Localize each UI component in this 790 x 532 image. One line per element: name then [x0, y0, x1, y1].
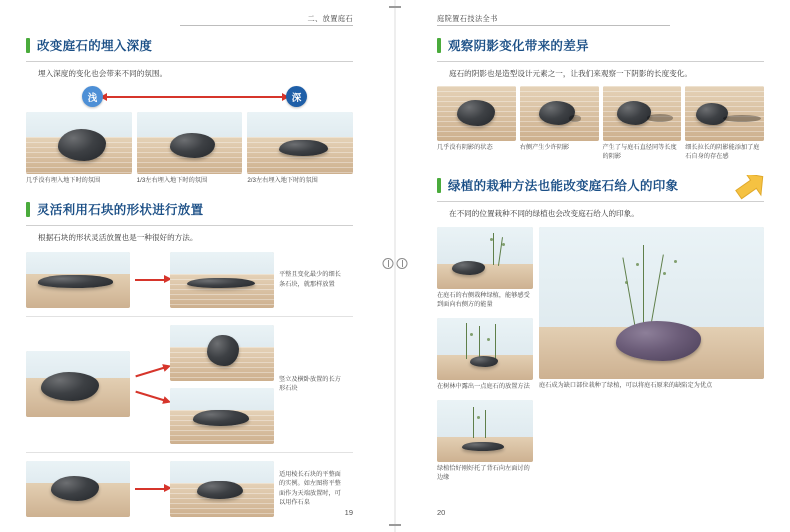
red-arrow-icon [135, 367, 164, 378]
depth-photo-row [26, 112, 353, 186]
stone-shape [539, 101, 575, 125]
stone-shape [197, 481, 243, 499]
stone-shape [207, 335, 238, 366]
photo-caption: 2/3左右埋入地下时的氛围 [247, 177, 318, 185]
fold-tick-bottom [389, 524, 401, 526]
right-running-head-rule [437, 25, 670, 26]
shape-note: 平整且变化最少的细长条石块，就那样放置 [279, 271, 341, 288]
section-shadow-title: 观察阴影变化带来的差异 [448, 39, 589, 53]
photo-long-stone-raw [26, 252, 130, 308]
left-running-head: 二、放置庭石 [307, 14, 353, 23]
plant-leaf-icon [490, 238, 493, 241]
branch-arrows [135, 371, 165, 397]
shadow-photo-item [603, 86, 682, 162]
stone-shape [38, 275, 113, 287]
left-page-content [26, 36, 353, 517]
right-page-content [437, 36, 764, 483]
section-accent-bar [437, 178, 441, 193]
stone-shape [58, 129, 107, 161]
depth-arrow [106, 96, 283, 98]
photo-depth-twothird [247, 112, 353, 174]
right-running-head: 庭院置石技法全书 [437, 14, 498, 23]
section-shape-lead: 根据石块的形状灵活放置也是一种很好的方法。 [38, 233, 198, 243]
stone-shape [452, 261, 485, 275]
stone-shape [617, 101, 652, 125]
stone-shape [279, 140, 328, 156]
fold-tick-top [389, 6, 401, 8]
stone-shape [41, 372, 99, 401]
section-planting-lead: 在不同的位置栽种不同的绿植也会改变庭石给人的印象。 [449, 209, 639, 219]
shape-note: 竖立及横卧放置的长方形石块 [279, 375, 341, 393]
right-folio: 20 [437, 508, 446, 517]
shape-divider [26, 316, 353, 317]
photo-caption: 右侧产生少许阴影 [519, 144, 570, 152]
stone-shape [170, 133, 214, 158]
section-depth-title: 改变庭石的埋入深度 [37, 39, 153, 53]
section-depth [26, 36, 353, 186]
photo-caption: 在树林中露出一点庭石的放置方法 [437, 382, 530, 390]
shadow-photo-item [437, 86, 516, 162]
cursor-arrow-icon [734, 175, 768, 201]
photo-shadow-none [437, 86, 516, 141]
stone-shape [187, 278, 256, 288]
depth-photo-item [137, 112, 243, 186]
photo-caption: 庭石成为缺口部位栽种了绿植，可以将庭石原来的缺陷定为优点 [539, 381, 713, 389]
stone-shape [616, 321, 702, 361]
section-planting-rule [437, 201, 764, 202]
photo-block-upright [170, 325, 274, 381]
planting-main-column [539, 227, 764, 483]
shape-result-photo-wrap [170, 252, 274, 308]
photo-plant-right-side [437, 227, 533, 289]
photo-angular-stone-raw [26, 461, 130, 517]
right-page [411, 0, 790, 532]
photo-block-lying [170, 388, 274, 444]
red-arrow-icon [135, 488, 165, 490]
shape-pair-row [26, 461, 353, 517]
photo-caption: 几乎没有阴影的状态 [437, 144, 493, 152]
red-arrow-icon [135, 279, 165, 281]
left-folio: 19 [344, 508, 353, 517]
photo-plant-in-grove [437, 318, 533, 380]
section-planting-title: 绿植的栽种方法也能改变庭石给人的印象 [448, 179, 679, 194]
section-shadow-lead: 庭石的阴影也是造型设计元素之一，让我们来观察一下阴影的长度变化。 [449, 69, 692, 78]
section-shadow-header [437, 36, 764, 54]
photo-caption: 1/3左右埋入地下时的氛围 [136, 177, 208, 185]
shape-source-photo-wrap [26, 252, 130, 308]
planting-left-column [437, 227, 533, 483]
stone-shape [696, 103, 728, 125]
plant-stem [493, 233, 494, 265]
page-gutter [379, 0, 411, 532]
photo-caption: 在庭石的右侧栽种绿植，能够感受到面向右侧方的能量 [437, 291, 530, 308]
section-accent-bar [26, 202, 30, 217]
photo-plant-main [539, 227, 764, 379]
shadow-patch [569, 115, 582, 122]
photo-shadow-slight [520, 86, 599, 141]
shadow-photo-item [685, 86, 764, 162]
red-arrow-icon [135, 391, 164, 402]
depth-photo-item [26, 112, 132, 186]
photo-block-stone-raw [26, 351, 130, 417]
photo-caption: 几乎没有埋入地下时的氛围 [26, 177, 101, 185]
photo-plant-edge [437, 400, 533, 462]
shape-result-stack [170, 325, 274, 444]
planting-photo-item [437, 400, 533, 483]
photo-caption: 细长拉长的阴影能添加了庭石自身的存在感 [685, 144, 760, 161]
photo-depth-shallow [26, 112, 132, 174]
planting-photo-item [437, 227, 533, 310]
shadow-photo-row [437, 86, 764, 162]
shape-pair-row [26, 325, 353, 444]
shape-result-photo-wrap [170, 461, 274, 517]
stone-shape [462, 442, 504, 451]
section-accent-bar [26, 38, 30, 53]
badge-deep: 深 [286, 86, 307, 107]
depth-photo-item [247, 112, 353, 186]
shape-source-photo-wrap [26, 351, 130, 417]
photo-shadow-long [685, 86, 764, 141]
binder-rings [383, 258, 408, 269]
plant-leaf-icon [487, 338, 490, 341]
shadow-patch [723, 115, 761, 122]
section-depth-lead: 埋入深度的变化也会带来不同的氛围。 [38, 69, 168, 78]
stone-shape [51, 476, 99, 501]
section-shape-title: 灵活利用石块的形状进行放置 [37, 203, 204, 218]
stone-shape [457, 100, 495, 126]
section-shape [26, 200, 353, 516]
shape-source-photo-wrap [26, 461, 130, 517]
section-shadow [437, 36, 764, 162]
plant-stem [485, 410, 486, 439]
plant-stem [495, 324, 496, 359]
photo-sky [437, 227, 533, 265]
photo-long-stone-placed [170, 252, 274, 308]
planting-grid [437, 227, 764, 483]
shape-pair-row [26, 252, 353, 308]
shadow-photo-item [520, 86, 599, 162]
depth-scale [26, 86, 353, 108]
section-depth-header [26, 36, 353, 54]
stone-shape [193, 410, 249, 426]
section-planting [437, 176, 764, 482]
plant-stem [466, 323, 467, 359]
shape-divider [26, 452, 353, 453]
badge-shallow: 浅 [82, 86, 103, 107]
plant-leaf-icon [470, 333, 473, 336]
plant-leaf-icon [636, 263, 639, 266]
photo-caption: 产生了与庭石直径同等长度的阴影 [602, 144, 677, 161]
section-shape-header [26, 200, 353, 218]
binder-ring-icon [397, 258, 408, 269]
shape-note: 适用棱长石块的平整面的实例。如左图将平整面作为天端放置时，可以用作石臬 [279, 471, 341, 507]
plant-stem [643, 245, 644, 333]
section-accent-bar [437, 38, 441, 53]
photo-angular-stone-placed [170, 461, 274, 517]
shadow-patch [647, 114, 674, 122]
plant-stem [479, 326, 480, 358]
binder-ring-icon [383, 258, 394, 269]
section-shadow-rule [437, 61, 764, 62]
section-planting-header [437, 176, 764, 194]
photo-depth-third [137, 112, 243, 174]
planting-photo-item [437, 318, 533, 392]
left-page [0, 0, 379, 532]
plant-stem [473, 407, 474, 438]
section-shape-rule [26, 225, 353, 226]
photo-shadow-equal [603, 86, 682, 141]
photo-caption: 绿植恰好刚好托了背石向左面讨的边缘 [437, 464, 530, 481]
section-depth-rule [26, 61, 353, 62]
photo-sky [437, 318, 533, 356]
left-running-head-rule [180, 25, 353, 26]
